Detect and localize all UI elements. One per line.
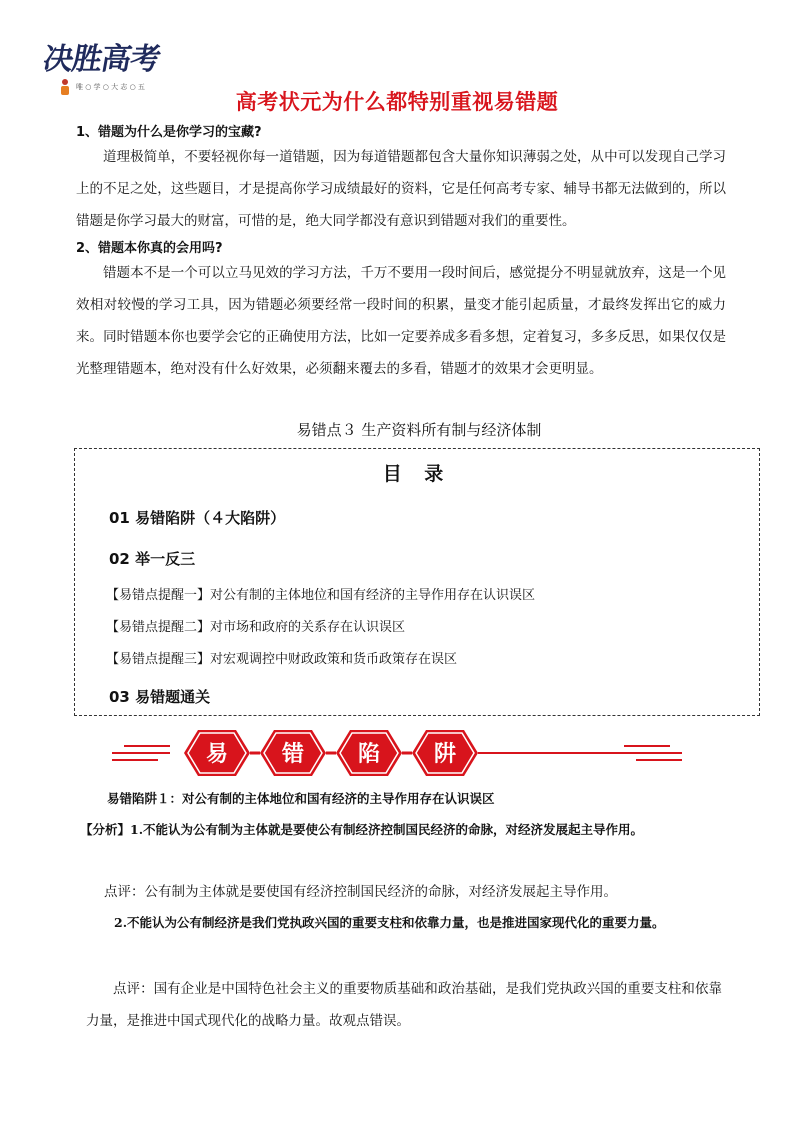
trap-1-title: 易错陷阱１：对公有制的主体地位和国有经济的主导作用存在认识误区 — [107, 791, 495, 806]
toc-box — [74, 448, 760, 716]
banner-char-2: 错 — [281, 742, 305, 767]
comment-2: 点评：国有企业是中国特色社会主义的重要物质基础和政治基础，是我们党执政兴国的重要支柱和依靠力量，是推进中国式现代化的战略力量。故观点错误。 — [86, 981, 722, 1029]
analysis-1: 【分析】1.不能认为公有制为主体就是要使公有制经济控制国民经济的命脉，对经济发展起主导作用。 — [80, 822, 644, 837]
question-2-paragraph: 错题本不是一个可以立马见效的学习方法，千万不要用一段时间后，感觉提分不明显就放弃，这是一个见效相对较慢的学习工具，因为错题必须要经常一段时间的积累，量变才能引起质量，才最终发挥出它的威力来。同时错题本你也要学会它的正确使用方法，比如一定要养成多看多想，定着复习，多多反思，如果仅仅是光整理错题本，绝对没有什么好效果，必须翻来覆去的多看，错题才的效果才会更明显。 — [76, 265, 726, 377]
question-1-paragraph: 道理极简单，不要轻视你每一道错题，因为每道错题都包含大量你知识薄弱之处，从中可以发现自己学习上的不足之处，这些题目，才是提高你学习成绩最好的资料，它是任何高考专家、辅导书都无法做到的，所以错题是你学习最大的财富，可惜的是，绝大同学都没有意识到错题对我们的重要性。 — [76, 149, 726, 229]
toc-tip-2[interactable]: 【易错点提醒二】对市场和政府的关系存在认识误区 — [106, 620, 406, 635]
toc-title: 目 录 — [382, 463, 452, 485]
analysis-2: 2.不能认为公有制经济是我们党执政兴国的重要支柱和依靠力量，也是推进国家现代化的重要力量。 — [114, 915, 665, 930]
toc-tip-3[interactable]: 【易错点提醒三】对宏观调控中财政政策和货币政策存在误区 — [106, 652, 458, 667]
section-title: 易错点３ 生产资料所有制与经济体制 — [296, 421, 542, 439]
toc-item-examples[interactable]: 02 举一反三 — [109, 550, 196, 568]
toc-item-traps[interactable]: 01 易错陷阱（４大陷阱） — [109, 509, 286, 527]
page-title: 高考状元为什么都特别重视易错题 — [235, 90, 559, 114]
banner-char-1: 易 — [205, 742, 229, 767]
toc-tip-1[interactable]: 【易错点提醒一】对公有制的主体地位和国有经济的主导作用存在认识误区 — [106, 588, 536, 603]
comment-1: 点评：公有制为主体就是要使国有经济控制国民经济的命脉，对经济发展起主导作用。 — [104, 884, 617, 900]
banner-char-4: 阱 — [433, 742, 457, 767]
banner-char-3: 陷 — [357, 742, 381, 767]
logo-text: 决胜高考 — [40, 42, 163, 77]
section-banner — [112, 726, 682, 780]
question-2-heading: 2、错题本你真的会用吗? — [76, 241, 223, 256]
toc-item-exercises[interactable]: 03 易错题通关 — [109, 688, 211, 706]
question-1-heading: 1、错题为什么是你学习的宝藏? — [76, 125, 262, 140]
logo-subtitle: 唯 ○ 学 ○ 大 志 ○ 五 — [76, 83, 145, 91]
